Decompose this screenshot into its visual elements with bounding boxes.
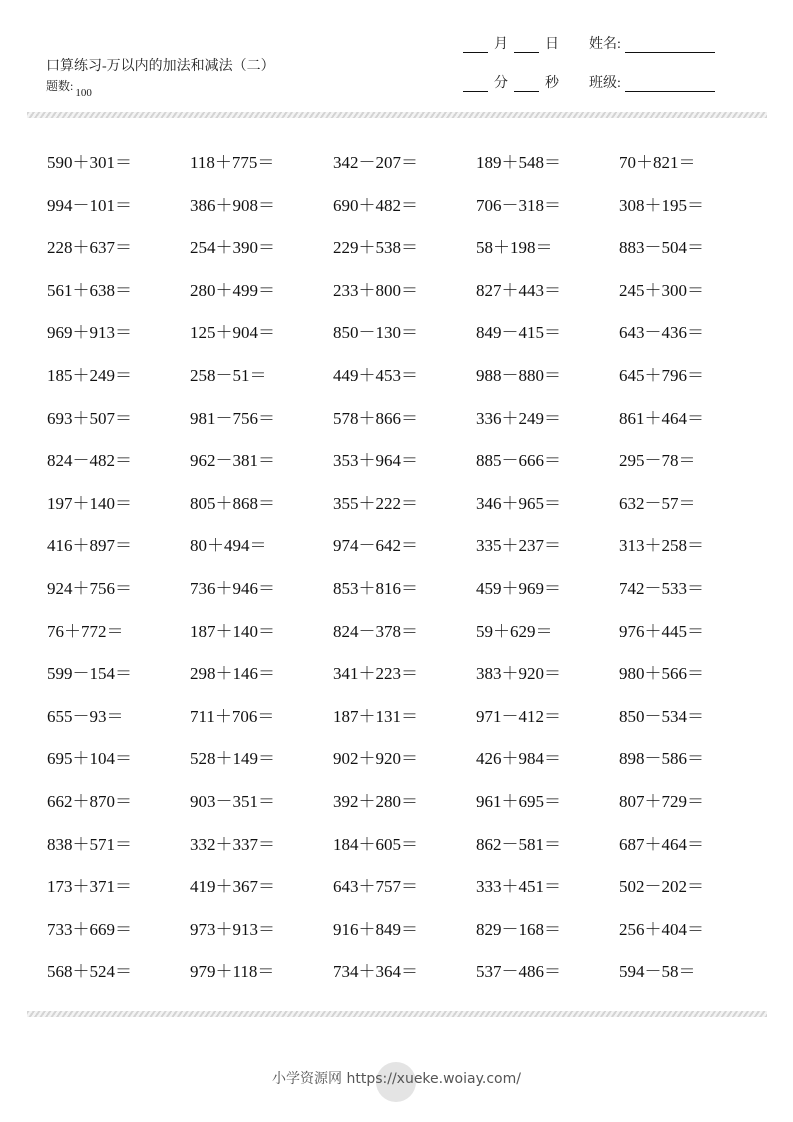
problem-item: 386＋908＝ bbox=[190, 195, 275, 215]
problem-item: 341＋223＝ bbox=[333, 664, 418, 684]
problem-item: 981－756＝ bbox=[190, 408, 275, 428]
date-name-row bbox=[463, 33, 715, 53]
bottom-divider bbox=[27, 1011, 767, 1017]
problem-item: 568＋524＝ bbox=[47, 962, 132, 982]
problem-item: 335＋237＝ bbox=[476, 536, 561, 556]
problem-item: 184＋605＝ bbox=[333, 834, 418, 854]
problem-item: 298＋146＝ bbox=[190, 664, 275, 684]
problem-item: 969＋913＝ bbox=[47, 323, 132, 343]
problem-item: 333＋451＝ bbox=[476, 877, 561, 897]
problem-item: 295－78＝ bbox=[619, 451, 696, 471]
problem-item: 254＋390＝ bbox=[190, 238, 275, 258]
problem-item: 346＋965＝ bbox=[476, 493, 561, 513]
problem-item: 838＋571＝ bbox=[47, 834, 132, 854]
problem-grid bbox=[47, 150, 767, 1002]
problem-row bbox=[47, 661, 767, 704]
problem-item: 805＋868＝ bbox=[190, 493, 275, 513]
problem-item: 590＋301＝ bbox=[47, 153, 132, 172]
problem-item: 599－154＝ bbox=[47, 664, 132, 684]
minute-blank[interactable] bbox=[463, 77, 488, 92]
month-unit: 月 bbox=[494, 37, 508, 52]
time-class-row bbox=[463, 72, 715, 92]
problem-row bbox=[47, 235, 767, 278]
problem-row bbox=[47, 789, 767, 832]
problem-item: 861＋464＝ bbox=[619, 408, 704, 428]
problem-item: 233＋800＝ bbox=[333, 280, 418, 300]
problem-item: 76＋772＝ bbox=[47, 621, 124, 641]
problem-row bbox=[47, 278, 767, 321]
problem-item: 962－381＝ bbox=[190, 451, 275, 471]
problem-item: 118＋775＝ bbox=[190, 153, 275, 172]
problem-item: 187＋140＝ bbox=[190, 621, 275, 641]
problem-item: 824－482＝ bbox=[47, 451, 132, 471]
problem-count bbox=[46, 77, 92, 99]
problem-item: 711＋706＝ bbox=[190, 706, 275, 726]
problem-item: 502－202＝ bbox=[619, 877, 704, 897]
problem-item: 693＋507＝ bbox=[47, 408, 132, 428]
problem-item: 80＋494＝ bbox=[190, 536, 267, 556]
problem-item: 419＋367＝ bbox=[190, 877, 275, 897]
day-unit: 日 bbox=[545, 37, 559, 52]
problem-item: 736＋946＝ bbox=[190, 578, 275, 598]
problem-item: 197＋140＝ bbox=[47, 493, 132, 513]
minute-unit: 分 bbox=[494, 76, 508, 91]
problem-item: 853＋816＝ bbox=[333, 578, 418, 598]
name-label: 姓名: bbox=[589, 37, 621, 52]
problem-row bbox=[47, 363, 767, 406]
class-blank[interactable] bbox=[625, 77, 715, 92]
problem-item: 902＋920＝ bbox=[333, 749, 418, 769]
problem-item: 690＋482＝ bbox=[333, 195, 418, 215]
problem-row bbox=[47, 150, 767, 193]
problem-item: 416＋897＝ bbox=[47, 536, 132, 556]
problem-row bbox=[47, 406, 767, 449]
problem-count-value: 100 bbox=[75, 87, 92, 99]
problem-item: 849－415＝ bbox=[476, 323, 561, 343]
problem-item: 643＋757＝ bbox=[333, 877, 418, 897]
problem-item: 988－880＝ bbox=[476, 365, 561, 385]
problem-item: 125＋904＝ bbox=[190, 323, 275, 343]
top-divider bbox=[27, 112, 767, 118]
problem-item: 695＋104＝ bbox=[47, 749, 132, 769]
problem-item: 332＋337＝ bbox=[190, 834, 275, 854]
problem-item: 449＋453＝ bbox=[333, 365, 418, 385]
problem-item: 578＋866＝ bbox=[333, 408, 418, 428]
problem-item: 280＋499＝ bbox=[190, 280, 275, 300]
problem-row bbox=[47, 533, 767, 576]
problem-item: 594－58＝ bbox=[619, 962, 696, 982]
problem-item: 979＋118＝ bbox=[190, 962, 275, 982]
problem-item: 228＋637＝ bbox=[47, 238, 132, 258]
day-blank[interactable] bbox=[514, 38, 539, 53]
worksheet-title: 口算练习-万以内的加法和减法（二） bbox=[46, 59, 275, 74]
problem-item: 245＋300＝ bbox=[619, 280, 704, 300]
problem-item: 862－581＝ bbox=[476, 834, 561, 854]
problem-item: 383＋920＝ bbox=[476, 664, 561, 684]
problem-item: 733＋669＝ bbox=[47, 919, 132, 939]
problem-row bbox=[47, 576, 767, 619]
problem-item: 850－534＝ bbox=[619, 706, 704, 726]
problem-item: 645＋796＝ bbox=[619, 365, 704, 385]
problem-item: 632－57＝ bbox=[619, 493, 696, 513]
problem-item: 827＋443＝ bbox=[476, 280, 561, 300]
problem-item: 824－378＝ bbox=[333, 621, 418, 641]
problem-row bbox=[47, 619, 767, 662]
problem-item: 353＋964＝ bbox=[333, 451, 418, 471]
problem-row bbox=[47, 874, 767, 917]
problem-row bbox=[47, 193, 767, 236]
name-blank[interactable] bbox=[625, 38, 715, 53]
problem-item: 850－130＝ bbox=[333, 323, 418, 343]
problem-item: 336＋249＝ bbox=[476, 408, 561, 428]
problem-item: 742－533＝ bbox=[619, 578, 704, 598]
problem-item: 994－101＝ bbox=[47, 195, 132, 215]
problem-item: 973＋913＝ bbox=[190, 919, 275, 939]
problem-row bbox=[47, 448, 767, 491]
problem-item: 980＋566＝ bbox=[619, 664, 704, 684]
problem-item: 976＋445＝ bbox=[619, 621, 704, 641]
problem-item: 537－486＝ bbox=[476, 962, 561, 982]
problem-item: 342－207＝ bbox=[333, 153, 418, 172]
problem-item: 459＋969＝ bbox=[476, 578, 561, 598]
second-unit: 秒 bbox=[545, 76, 559, 91]
problem-item: 561＋638＝ bbox=[47, 280, 132, 300]
problem-item: 189＋548＝ bbox=[476, 153, 561, 172]
problem-item: 829－168＝ bbox=[476, 919, 561, 939]
problem-item: 258－51＝ bbox=[190, 365, 267, 385]
problem-row bbox=[47, 704, 767, 747]
problem-item: 229＋538＝ bbox=[333, 238, 418, 258]
problem-item: 173＋371＝ bbox=[47, 877, 132, 897]
problem-item: 961＋695＝ bbox=[476, 791, 561, 811]
problem-item: 58＋198＝ bbox=[476, 238, 553, 258]
problem-item: 916＋849＝ bbox=[333, 919, 418, 939]
footer-text: 小学资源网 https://xueke.woiay.com/ bbox=[272, 1071, 521, 1087]
problem-item: 392＋280＝ bbox=[333, 791, 418, 811]
problem-row bbox=[47, 832, 767, 875]
problem-row bbox=[47, 917, 767, 960]
problem-item: 734＋364＝ bbox=[333, 962, 418, 982]
problem-item: 807＋729＝ bbox=[619, 791, 704, 811]
problem-row bbox=[47, 746, 767, 789]
problem-item: 883－504＝ bbox=[619, 238, 704, 258]
problem-item: 662＋870＝ bbox=[47, 791, 132, 811]
class-label: 班级: bbox=[589, 76, 621, 91]
problem-item: 924＋756＝ bbox=[47, 578, 132, 598]
problem-item: 643－436＝ bbox=[619, 323, 704, 343]
problem-item: 903－351＝ bbox=[190, 791, 275, 811]
problem-count-label: 题数: bbox=[46, 79, 74, 93]
problem-item: 885－666＝ bbox=[476, 451, 561, 471]
problem-item: 974－642＝ bbox=[333, 536, 418, 556]
problem-item: 313＋258＝ bbox=[619, 536, 704, 556]
problem-item: 706－318＝ bbox=[476, 195, 561, 215]
problem-item: 971－412＝ bbox=[476, 706, 561, 726]
problem-item: 355＋222＝ bbox=[333, 493, 418, 513]
second-blank[interactable] bbox=[514, 77, 539, 92]
problem-row bbox=[47, 491, 767, 534]
problem-item: 70＋821＝ bbox=[619, 153, 696, 172]
problem-row bbox=[47, 320, 767, 363]
problem-item: 687＋464＝ bbox=[619, 834, 704, 854]
problem-item: 256＋404＝ bbox=[619, 919, 704, 939]
problem-item: 185＋249＝ bbox=[47, 365, 132, 385]
problem-item: 655－93＝ bbox=[47, 706, 124, 726]
footer-watermark bbox=[0, 1068, 793, 1088]
month-blank[interactable] bbox=[463, 38, 488, 53]
problem-item: 187＋131＝ bbox=[333, 706, 418, 726]
problem-row bbox=[47, 959, 767, 1002]
problem-item: 898－586＝ bbox=[619, 749, 704, 769]
problem-item: 308＋195＝ bbox=[619, 195, 704, 215]
problem-item: 528＋149＝ bbox=[190, 749, 275, 769]
problem-item: 426＋984＝ bbox=[476, 749, 561, 769]
problem-item: 59＋629＝ bbox=[476, 621, 553, 641]
